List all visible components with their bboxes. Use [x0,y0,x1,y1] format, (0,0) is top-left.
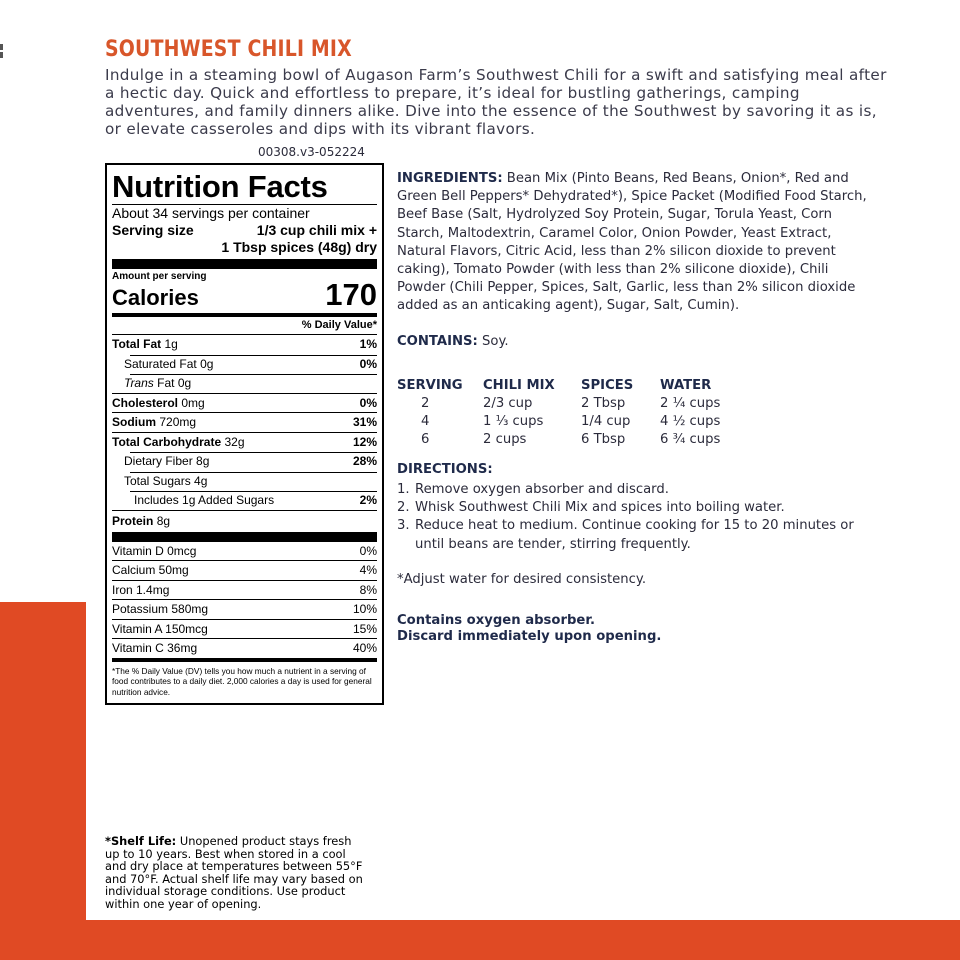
vitamin-dv: 15% [352,621,377,636]
vitamin-name: Vitamin C 36mg [112,641,198,655]
table-header: SPICES [581,377,634,393]
shelf-life-text: Unopened product stays fresh up to 10 years. Best when stored in a cool and dry place at temperatures between 55°F and 70°F. Actual shelf life may vary based on individual storage conditions. Use product within one year of opening. [105,834,363,911]
vitamin-dv: 8% [359,582,377,597]
nutrient-amount: 0mg [181,395,205,410]
nutrient-amount: Fat 0g [157,376,192,390]
vitamin-dv: 40% [352,641,377,655]
vitamin-name: Vitamin D 0mcg [112,543,197,558]
table-cell: 6 [421,432,430,448]
nutrient-amount: 8g [196,454,210,468]
table-cell: 1/4 cup [581,413,631,429]
table-cell: 2/3 cup [483,395,533,411]
step-number: 2. [397,500,410,516]
daily-value-footnote: *The % Daily Value (DV) tells you how much a nutrient in a serving of food contributes to a daily diet. 2,000 calories a day is used for general nutrition advice. [112,665,372,697]
nutrient-row-trans-fat [112,373,377,393]
oxygen-absorber-warning [397,613,661,645]
nutrient-name: Sodium [112,415,156,429]
vitamin-name: Vitamin A 150mcg [112,621,208,636]
nutrient-row-cholesterol [112,393,377,413]
serving-size-label: Serving size [112,222,194,238]
warning-line-2: Discard immediately upon opening. [397,629,662,644]
table-row [397,431,720,449]
shelf-life-note [105,835,367,911]
divider-thick [112,532,377,542]
servings-per-container: About 34 servings per container [112,205,310,221]
vitamin-dv: 4% [359,563,377,577]
orange-bottom-band [0,920,960,960]
daily-value-header: % Daily Value* [301,319,377,331]
ingredients-label: INGREDIENTS: [397,171,503,186]
nutrient-amount: 32g [224,434,245,449]
nutrient-name: Trans [124,376,154,390]
contains-label: CONTAINS: [397,334,478,349]
directions-heading: DIRECTIONS: [397,462,493,477]
nutrient-row-saturated-fat [112,354,377,374]
table-cell: 4 ½ cups [660,413,721,429]
nutrient-dv: 31% [352,415,377,429]
nutrient-name: Includes 1g Added Sugars [134,493,275,507]
directions-list [397,481,877,554]
vitamin-row [112,560,377,580]
nutrient-name: Total Fat [112,337,162,351]
calories-label: Calories [112,285,199,310]
list-item [397,481,877,499]
serving-size-value-2: 1 Tbsp spices (48g) dry [221,239,377,255]
nutrient-amount: 1g [164,337,178,351]
table-cell: 1 ⅓ cups [483,413,544,429]
nutrient-name: Cholesterol [112,395,179,410]
water-note: *Adjust water for desired consistency. [397,572,647,587]
warning-line-1: Contains oxygen absorber. [397,613,595,628]
nutrient-dv: 12% [352,434,377,449]
table-header-row [397,376,720,394]
nutrient-row-sodium [112,412,377,432]
nutrient-amount: 0g [200,356,214,371]
vitamin-name: Potassium 580mg [112,602,209,616]
nutrient-row-total-carbohydrate [112,432,377,452]
calories-value: 170 [325,277,377,312]
amount-per-serving: Amount per serving [112,271,207,282]
ingredients-text: Bean Mix (Pinto Beans, Red Beans, Onion*, Red and Green Bell Peppers* Dehydrated*), Spice Packet (Modified Food Starch, Beef Base (Salt, Hydrolyzed Soy Protein, Sugar, Torula Yeast, Corn Starch, Maltodextrin, Caramel Color, Onion Powder, Yeast Extract, Natural Flavors, Citric Acid, less than 2% silicon dioxide to prevent caking), Tomato Powder (with less than 2% silicone dioxide), Chili Powder (Chili Pepper, Spices, Salt, Garlic, less than 2% silicon dioxide added as an anticaking agent), Sugar, Salt, Cumin). [397,171,867,314]
nutrient-amount: 8g [156,513,171,528]
nutrient-dv: 1% [359,337,377,351]
vitamin-dv: 10% [352,602,377,616]
contains-block [397,333,509,351]
table-cell: 2 [421,395,430,411]
vitamin-name: Iron 1.4mg [112,582,170,597]
vitamin-row [112,619,377,639]
vitamin-row [112,599,377,619]
nutrient-dv: 0% [359,395,377,410]
calories-row [112,279,377,313]
product-code: 00308.v3-052224 [258,145,365,159]
table-cell: 4 [421,413,430,429]
nutrient-row-total-fat [112,334,377,354]
table-cell: 2 cups [483,432,527,448]
nutrient-row-total-sugars [112,471,377,491]
nutrient-name: Total Sugars [124,473,191,488]
edge-mark-gap [0,50,3,52]
list-item [397,517,877,553]
step-text: Remove oxygen absorber and discard. [415,482,669,497]
nutrition-facts-label [105,163,384,705]
nutrient-amount: 720mg [159,415,197,429]
nutrient-amount: 4g [194,473,208,488]
table-header: CHILI MIX [483,377,555,393]
table-cell: 6 Tbsp [581,432,626,448]
nutrient-name: Dietary Fiber [124,454,193,468]
vitamin-row [112,638,377,658]
nutrition-facts-title: Nutrition Facts [112,169,328,204]
nutrient-row-dietary-fiber [112,451,377,471]
table-row [397,394,720,412]
ingredients-block [397,170,872,316]
orange-side-band [0,602,86,960]
vitamin-row [112,580,377,600]
step-text: Whisk Southwest Chili Mix and spices into boiling water. [415,500,785,516]
step-text: Reduce heat to medium. Continue cooking for 15 to 20 minutes or until beans are tender, stirring frequently. [415,518,854,552]
table-cell: 6 ¾ cups [660,432,721,448]
serving-size [112,222,377,239]
product-intro: Indulge in a steaming bowl of Augason Farm’s Southwest Chili for a swift and satisfying meal after a hectic day. Quick and effortless to prepare, it’s ideal for bustling gatherings, camping adventures, and family dinners alike. Dive into the essence of the Southwest by savoring it as is, or elevate casseroles and dips with its vibrant flavors. [105,66,887,138]
preparation-table [397,376,720,449]
serving-size-value-1: 1/3 cup chili mix + [256,222,377,238]
shelf-life-label: *Shelf Life: [105,834,177,848]
list-item [397,499,877,517]
nutrient-dv: 28% [352,454,377,468]
nutrient-name: Saturated Fat [124,356,197,371]
step-number: 3. [397,518,410,534]
product-title: SOUTHWEST CHILI MIX [105,37,352,62]
step-number: 1. [397,482,410,497]
vitamin-row [112,542,377,561]
nutrient-name: Protein [112,513,154,528]
nutrient-name: Total Carbohydrate [112,434,222,449]
table-row [397,412,720,430]
nutrient-row-protein [112,510,377,532]
table-header: WATER [660,377,712,393]
nutrient-dv: 0% [359,356,377,371]
nutrient-dv: 2% [359,493,377,507]
table-header: SERVING [397,377,463,393]
nutrient-row-added-sugars [112,490,377,510]
vitamin-dv: 0% [359,543,377,558]
divider-thick [112,259,377,269]
table-cell: 2 Tbsp [581,395,626,411]
table-cell: 2 ¼ cups [660,395,721,411]
contains-text: Soy. [477,334,509,349]
vitamin-name: Calcium 50mg [112,563,189,577]
